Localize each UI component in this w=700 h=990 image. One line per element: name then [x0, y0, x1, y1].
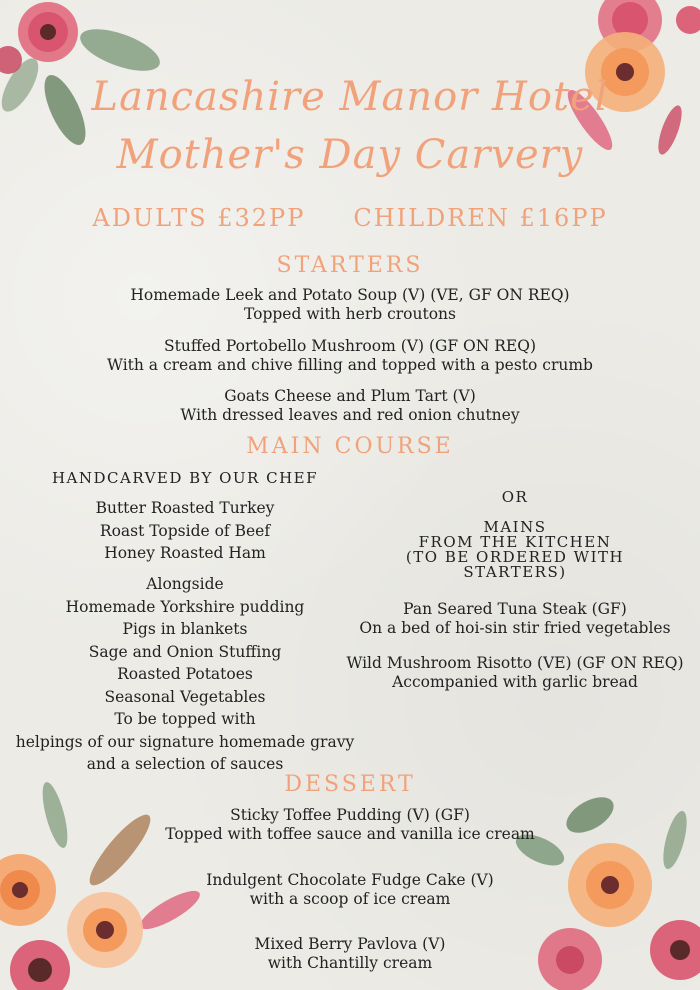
- dessert-desc: Topped with toffee sauce and vanilla ice cream: [165, 825, 535, 843]
- starters-heading: STARTERS: [276, 253, 424, 278]
- dessert-heading: DESSERT: [284, 772, 416, 797]
- dessert-name: Mixed Berry Pavlova (V): [254, 935, 446, 953]
- dessert-desc: with a scoop of ice cream: [249, 890, 451, 908]
- side-item: Pigs in blankets: [122, 620, 248, 638]
- side-item: helpings of our signature homemade gravy: [15, 732, 355, 751]
- kitchen-heading-line: MAINS: [483, 518, 547, 536]
- starter-name: Goats Cheese and Plum Tart (V): [224, 387, 476, 405]
- carvery-meats: [0, 497, 370, 565]
- dessert-name: Sticky Toffee Pudding (V) (GF): [230, 806, 470, 824]
- meat-item: Honey Roasted Ham: [104, 544, 266, 562]
- meat-item: Butter Roasted Turkey: [95, 499, 275, 517]
- carvery-heading: HANDCARVED BY OUR CHEF: [51, 469, 319, 487]
- kitchen-heading-line: FROM THE KITCHEN: [418, 533, 612, 551]
- side-item: Seasonal Vegetables: [104, 687, 266, 706]
- price-line: [0, 204, 700, 232]
- dessert-item: [0, 806, 700, 844]
- starter-item: [0, 337, 700, 375]
- kitchen-heading-line: STARTERS): [463, 563, 567, 581]
- starter-desc: With dressed leaves and red onion chutney: [180, 406, 520, 424]
- kitchen-item-desc: On a bed of hoi-sin stir fried vegetables: [359, 619, 671, 637]
- dessert-item: [0, 935, 700, 973]
- event-title: Mother's Day Carvery: [116, 132, 584, 178]
- dessert-item: [0, 871, 700, 909]
- kitchen-item: [330, 600, 700, 638]
- carvery-sides: [0, 573, 370, 776]
- kitchen-item: [330, 654, 700, 692]
- dessert-desc: with Chantilly cream: [267, 954, 433, 972]
- starter-desc: Topped with herb croutons: [243, 305, 456, 323]
- side-item: and a selection of sauces: [86, 755, 284, 773]
- starter-item: [0, 286, 700, 324]
- hotel-title: Lancashire Manor Hotel: [91, 74, 609, 120]
- kitchen-item-desc: Accompanied with garlic bread: [392, 673, 638, 691]
- side-item: Roasted Potatoes: [117, 665, 253, 683]
- side-item: Homemade Yorkshire pudding: [65, 597, 305, 616]
- meat-item: Roast Topside of Beef: [99, 521, 271, 540]
- side-item: Alongside: [146, 575, 224, 593]
- kitchen-heading: [330, 520, 700, 580]
- starter-item: [0, 387, 700, 425]
- side-item: Sage and Onion Stuffing: [88, 642, 282, 661]
- kitchen-heading-line: (TO BE ORDERED WITH: [405, 548, 625, 566]
- starter-name: Homemade Leek and Potato Soup (V) (VE, GF ON REQ): [130, 286, 570, 304]
- starter-desc: With a cream and chive filling and topped with a pesto crumb: [107, 356, 593, 374]
- starter-name: Stuffed Portobello Mushroom (V) (GF ON REQ): [164, 337, 536, 355]
- kitchen-item-name: Wild Mushroom Risotto (VE) (GF ON REQ): [346, 654, 684, 672]
- or-label: OR: [501, 488, 529, 506]
- child-price: CHILDREN £16PP: [353, 204, 608, 232]
- dessert-name: Indulgent Chocolate Fudge Cake (V): [206, 871, 494, 889]
- adult-price: ADULTS £32PP: [92, 204, 306, 232]
- main-course-heading: MAIN COURSE: [246, 434, 454, 459]
- side-item: To be topped with: [114, 710, 256, 728]
- kitchen-item-name: Pan Seared Tuna Steak (GF): [403, 600, 627, 618]
